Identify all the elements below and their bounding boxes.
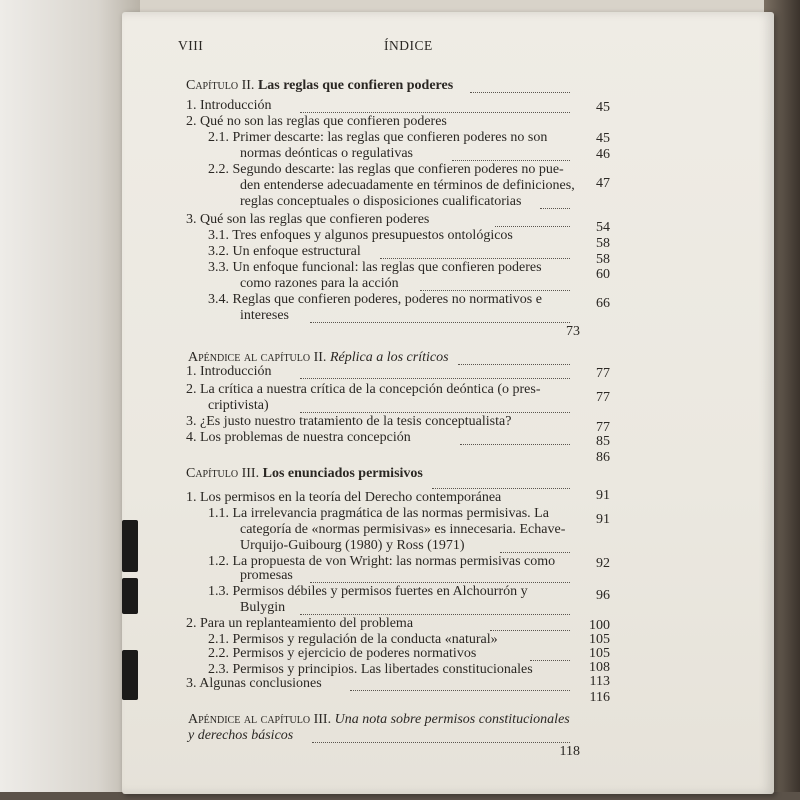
toc-page: 105 [589, 646, 610, 661]
toc-entry: 2.3. Permisos y principios. Las libertades constitucionales [208, 662, 533, 677]
binder-clip [122, 578, 138, 614]
toc-page: 113 [589, 674, 610, 689]
chapter-heading-title: Las reglas que confieren poderes [257, 78, 454, 93]
toc-page: 45 [596, 131, 610, 146]
leader-dots [458, 354, 570, 365]
leader-dots [490, 620, 570, 631]
toc-page: 60 [596, 267, 610, 282]
toc-entry: 3.3. Un enfoque funcional: las reglas que confieren poderes [208, 260, 542, 275]
toc-entry: 2. La crítica a nuestra crítica de la concepción deóntica (o pres- [186, 382, 541, 397]
toc-page: 58 [596, 236, 610, 251]
toc-entry: 3. Qué son las reglas que confieren poderes [186, 212, 430, 227]
leader-dots [470, 82, 570, 93]
toc-page: 77 [596, 420, 610, 435]
toc-entry: 2.2. Segundo descarte: las reglas que confieren poderes no pue- [208, 162, 564, 177]
toc-page: 46 [596, 147, 610, 162]
leader-dots [310, 572, 570, 583]
toc-page: 118 [559, 744, 580, 759]
toc-page: 66 [596, 296, 610, 311]
appendix-heading-prefix: Apéndice al capítulo II. [188, 350, 327, 365]
toc-page: 77 [596, 390, 610, 405]
toc-entry: Bulygin [240, 600, 286, 615]
appendix-heading-prefix: Apéndice al capítulo III. [188, 712, 332, 727]
toc-entry: 1.3. Permisos débiles y permisos fuertes en Alchourrón y [208, 584, 528, 599]
toc-page: 73 [566, 324, 580, 339]
leader-dots [420, 280, 570, 291]
leader-dots [312, 732, 570, 743]
toc-entry: 2.1. Primer descarte: las reglas que confieren poderes no son [208, 130, 548, 145]
toc-entry: 2. Para un replanteamiento del problema [186, 616, 414, 631]
page-title: ÍNDICE [384, 38, 433, 53]
toc-entry: 2. Qué no son las reglas que confieren poderes [186, 114, 447, 129]
background-left [0, 0, 140, 800]
toc-entry: intereses [240, 308, 289, 323]
toc-page: 85 [596, 434, 610, 449]
toc-entry: 3. Algunas conclusiones [186, 676, 322, 691]
toc-entry: normas deónticas o regulativas [240, 146, 414, 161]
leader-dots [300, 402, 570, 413]
appendix-heading-title: Réplica a los críticos [329, 350, 449, 365]
leader-dots [380, 248, 570, 259]
toc-entry: 1. Introducción [186, 98, 272, 113]
leader-dots [530, 650, 570, 661]
toc-page: 116 [589, 690, 610, 705]
page-number: VIII [178, 38, 204, 53]
toc-entry: den entenderse adecuadamente en términos de definiciones, [240, 178, 575, 193]
leader-dots [300, 368, 570, 379]
toc-entry: promesas [240, 568, 293, 583]
binder-clip [122, 520, 138, 572]
toc-page: 54 [596, 220, 610, 235]
toc-entry: criptivista) [208, 398, 269, 413]
toc-page: 77 [596, 366, 610, 381]
toc-entry: 2.1. Permisos y regulación de la conducta «natural» [208, 632, 498, 647]
toc-entry: Urquijo-Guibourg (1980) y Ross (1971) [240, 538, 465, 553]
toc-entry: reglas conceptuales o disposiciones cualificatorias [240, 194, 522, 209]
appendix-heading-title-line2: y derechos básicos [188, 728, 294, 743]
binder-clip [122, 650, 138, 700]
toc-page: 92 [596, 556, 610, 571]
toc-page: 45 [596, 100, 610, 115]
toc-page: 105 [589, 632, 610, 647]
toc-page: 47 [596, 176, 610, 191]
toc-entry: 1.2. La propuesta de von Wright: las normas permisivas como [208, 554, 556, 569]
leader-dots [495, 216, 570, 227]
toc-page: 58 [596, 252, 610, 267]
toc-entry: 2.2. Permisos y ejercicio de poderes normativos [208, 646, 477, 661]
appendix-heading [188, 712, 570, 728]
toc-page: 86 [596, 450, 610, 465]
chapter-heading [186, 78, 453, 94]
leader-dots [300, 102, 570, 113]
leader-dots [350, 680, 570, 691]
toc-page: 91 [596, 488, 610, 503]
chapter-heading [186, 466, 423, 482]
leader-dots [500, 542, 570, 553]
leader-dots [300, 604, 570, 615]
toc-entry: 1. Introducción [186, 364, 272, 379]
toc-entry: 3.2. Un enfoque estructural [208, 244, 361, 259]
toc-entry: como razones para la acción [240, 276, 399, 291]
toc-entry: 1.1. La irrelevancia pragmática de las normas permisivas. La [208, 506, 549, 521]
leader-dots [452, 150, 570, 161]
toc-entry: 3.4. Reglas que confieren poderes, poderes no normativos e [208, 292, 542, 307]
leader-dots [540, 198, 570, 209]
toc-page: 100 [589, 618, 610, 633]
toc-entry: 4. Los problemas de nuestra concepción [186, 430, 411, 445]
chapter-heading-prefix: Capítulo III. [186, 466, 260, 481]
chapter-heading-prefix: Capítulo II. [186, 78, 255, 93]
toc-page: 91 [596, 512, 610, 527]
chapter-heading-title: Los enunciados permisivos [262, 466, 423, 481]
leader-dots [310, 312, 570, 323]
toc-page: 108 [589, 660, 610, 675]
leader-dots [460, 434, 570, 445]
appendix-heading-title: Una nota sobre permisos constitucionales [334, 712, 570, 727]
toc-entry: categoría de «normas permisivas» es innecesaria. Echave- [240, 522, 566, 537]
toc-page: 96 [596, 588, 610, 603]
toc-entry: 1. Los permisos en la teoría del Derecho contemporánea [186, 490, 502, 505]
toc-entry: 3. ¿Es justo nuestro tratamiento de la tesis conceptualista? [186, 414, 512, 429]
leader-dots [432, 478, 570, 489]
toc-entry: 3.1. Tres enfoques y algunos presupuestos ontológicos [208, 228, 513, 243]
